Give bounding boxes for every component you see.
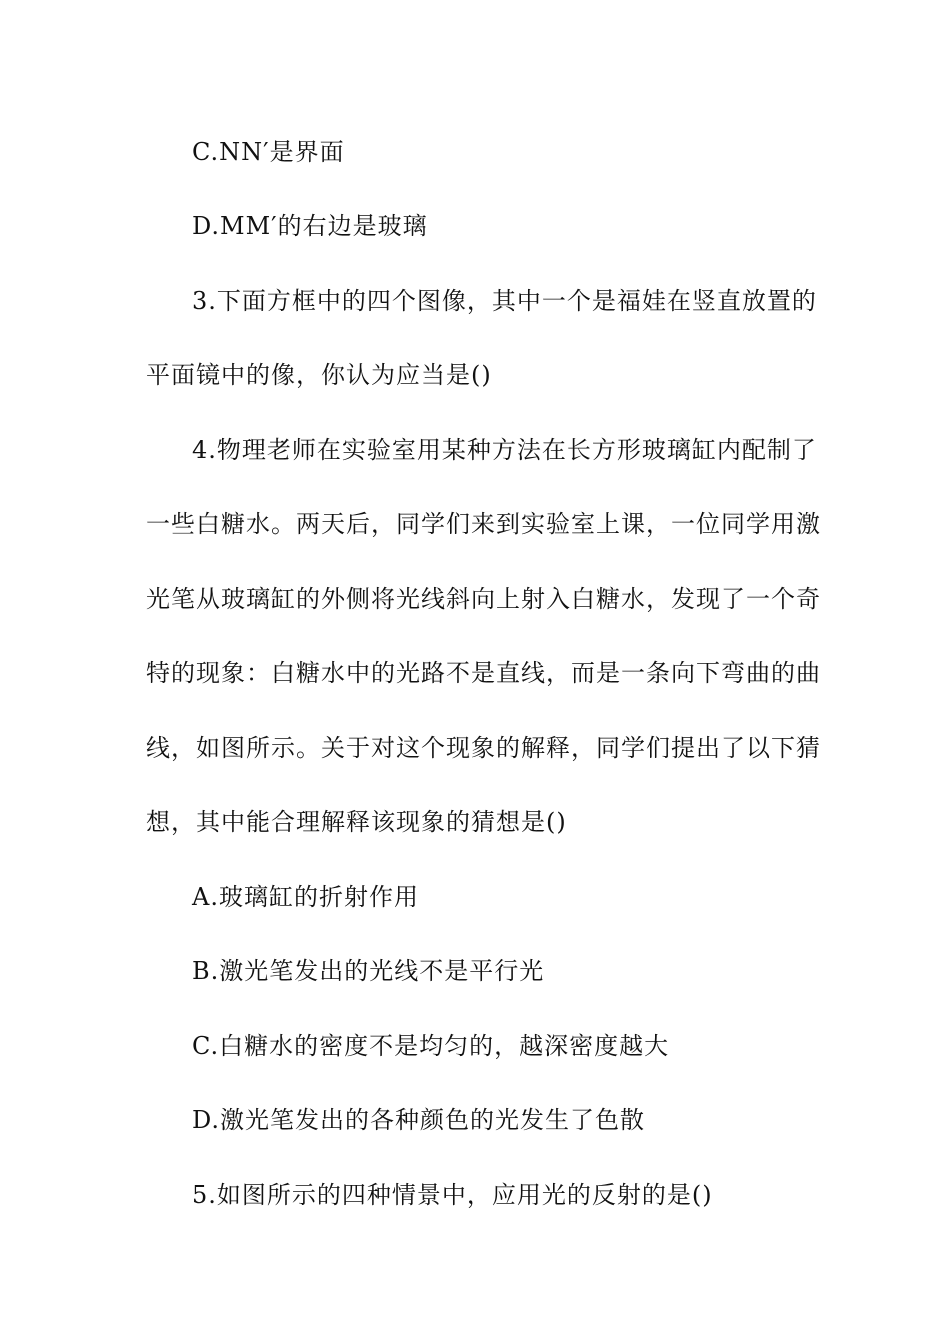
q5-stem-line-1: 5.如图所示的四种情景中，应用光的反射的是() <box>192 1181 713 1209</box>
q4-stem-line-1: 4.物理老师在实验室用某种方法在长方形玻璃缸内配制了 <box>192 436 817 464</box>
q4-stem-line-2: 一些白糖水。两天后，同学们来到实验室上课，一位同学用激 <box>146 510 821 538</box>
q4-option-b: B.激光笔发出的光线不是平行光 <box>192 957 545 985</box>
q3-stem-line-1: 3.下面方框中的四个图像，其中一个是福娃在竖直放置的 <box>192 287 817 315</box>
q4-option-d: D.激光笔发出的各种颜色的光发生了色散 <box>192 1106 646 1134</box>
q4-stem-line-3: 光笔从玻璃缸的外侧将光线斜向上射入白糖水，发现了一个奇 <box>146 585 821 613</box>
q4-stem-line-4: 特的现象：白糖水中的光路不是直线，而是一条向下弯曲的曲 <box>146 659 821 687</box>
q4-option-a: A.玻璃缸的折射作用 <box>192 883 419 911</box>
q2-option-c: C.NN′是界面 <box>192 138 345 166</box>
q3-stem-line-2: 平面镜中的像，你认为应当是() <box>146 361 492 389</box>
q4-stem-line-6: 想，其中能合理解释该现象的猜想是() <box>146 808 567 836</box>
q4-option-c: C.白糖水的密度不是均匀的，越深密度越大 <box>192 1032 670 1060</box>
q2-option-d: D.MM′的右边是玻璃 <box>192 212 428 240</box>
q4-stem-line-5: 线，如图所示。关于对这个现象的解释，同学们提出了以下猜 <box>146 734 821 762</box>
